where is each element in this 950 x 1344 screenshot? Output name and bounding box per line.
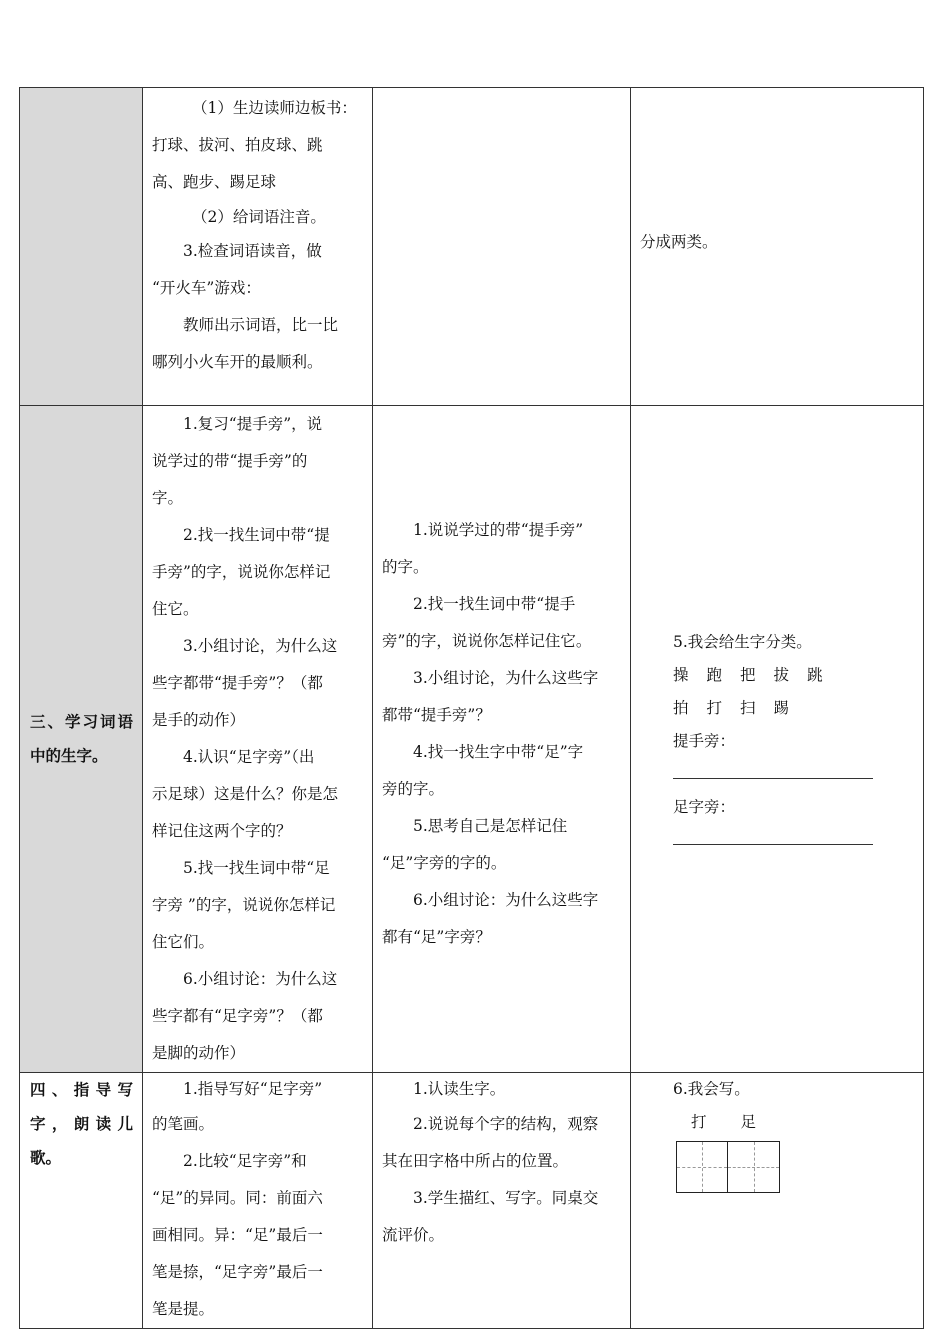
teacher-line: 些字都带“提手旁”？（都 (152, 674, 323, 692)
teacher-line: 笔是提。 (152, 1300, 215, 1318)
practice-cell (631, 406, 924, 1073)
practice-cell (631, 1073, 924, 1329)
teacher-line: （1）生边读师边板书： (192, 99, 357, 117)
teacher-line: 的笔画。 (152, 1115, 215, 1133)
teacher-line: 3.小组讨论，为什么这 (183, 637, 338, 655)
char: 拔 (773, 666, 790, 684)
practice-cell (631, 88, 924, 406)
lesson-plan-table (19, 87, 924, 1329)
teacher-line: 教师出示词语，比一比 (183, 316, 339, 334)
teacher-line: 笔是捺，“足字旁”最后一 (152, 1263, 323, 1281)
table-row (20, 1073, 924, 1329)
teacher-line: 打球、拔河、拍皮球、跳 (152, 136, 323, 154)
char: 扫 (740, 699, 756, 717)
char: 打 (706, 699, 723, 717)
char-row (673, 659, 923, 692)
answer-label: 足字旁： (673, 798, 736, 816)
teacher-line: 2.比较“足字旁”和 (183, 1152, 307, 1170)
teacher-line: 字。 (152, 489, 184, 507)
student-line: 旁的字。 (382, 780, 445, 798)
stage-title: 四、指导写字，朗读儿歌。 (30, 1081, 133, 1167)
teacher-line: 4.认识“足字旁”（出 (183, 748, 315, 766)
student-line: 流评价。 (382, 1226, 445, 1244)
teacher-line: 6.小组讨论：为什么这 (183, 970, 338, 988)
stage-title: 三、学习词语中的生字。 (30, 713, 133, 765)
teacher-activity-cell (143, 406, 373, 1073)
tianzige-box[interactable] (676, 1141, 728, 1193)
teacher-line: 些字都有“足字旁”？（都 (152, 1007, 323, 1025)
answer-blank[interactable] (673, 764, 873, 779)
teacher-line: 高、跑步、踢足球 (152, 173, 277, 191)
char: 操 (673, 666, 689, 684)
teacher-line: 说学过的带“提手旁”的 (152, 452, 308, 470)
teacher-line: 画相同。异：“足”最后一 (152, 1226, 323, 1244)
student-line: 都带“提手旁”？ (382, 706, 491, 724)
student-line: 旁”的字，说说你怎样记住它。 (382, 632, 592, 650)
char: 打 (691, 1113, 707, 1131)
teacher-line: 样记住这两个字的？ (152, 822, 292, 840)
student-line: 都有“足”字旁？ (382, 928, 491, 946)
student-activity-cell (373, 88, 631, 406)
teacher-line: 哪列小火车开的最顺利。 (152, 353, 323, 371)
student-line: 1.说说学过的带“提手旁” (413, 521, 584, 539)
teacher-line: “开火车”游戏： (152, 279, 261, 297)
teacher-line: 是脚的动作） (152, 1044, 246, 1062)
student-line: 5.思考自己是怎样记住 (413, 817, 568, 835)
student-line: 6.小组讨论：为什么这些字 (413, 891, 599, 909)
student-line: “足”字旁的字的。 (382, 854, 507, 872)
student-line: 2.找一找生词中带“提手 (413, 595, 576, 613)
student-line: 2.说说每个字的结构，观察 (413, 1115, 599, 1133)
char: 踢 (773, 699, 790, 717)
teacher-line: 字旁 ”的字，说说你怎样记 (152, 896, 336, 914)
stage-cell (20, 1073, 143, 1329)
answer-blank[interactable] (673, 830, 873, 845)
student-line: 4.找一找生字中带“足”字 (413, 743, 584, 761)
student-line: 其在田字格中所占的位置。 (382, 1152, 569, 1170)
char-row (673, 692, 923, 725)
answer-line (673, 791, 923, 857)
teacher-line: 1.复习“提手旁”，说 (183, 415, 323, 433)
teacher-line: 1.指导写好“足字旁” (183, 1080, 323, 1098)
stage-cell (20, 88, 143, 406)
teacher-line: 是手的动作） (152, 711, 246, 729)
answer-line (673, 725, 923, 791)
teacher-line: （2）给词语注音。 (192, 208, 326, 226)
char: 足 (740, 1113, 757, 1131)
teacher-line: 5.找一找生词中带“足 (183, 859, 330, 877)
student-line: 1.认读生字。 (413, 1080, 506, 1098)
teacher-line: 住它。 (152, 600, 199, 618)
student-activity-cell (373, 406, 631, 1073)
teacher-line: 示足球）这是什么？你是怎 (152, 785, 339, 803)
char: 拍 (673, 699, 689, 717)
table-row (20, 406, 924, 1073)
char-row (673, 1106, 923, 1139)
student-line: 3.学生描红、写字。同桌交 (413, 1189, 599, 1207)
char: 把 (740, 666, 756, 684)
teacher-line: 2.找一找生词中带“提 (183, 526, 330, 544)
char: 跳 (807, 666, 823, 684)
teacher-line: 3.检查词语读音，做 (183, 242, 322, 260)
teacher-line: 住它们。 (152, 933, 215, 951)
practice-line: 分成两类。 (640, 233, 718, 251)
writing-grid[interactable] (676, 1141, 923, 1193)
student-activity-cell (373, 1073, 631, 1329)
teacher-line: “足”的异同。同：前面六 (152, 1189, 323, 1207)
teacher-activity-cell (143, 88, 373, 406)
char: 跑 (706, 666, 723, 684)
student-line: 的字。 (382, 558, 429, 576)
tianzige-box[interactable] (728, 1141, 780, 1193)
practice-title: 5.我会给生字分类。 (673, 633, 812, 651)
table-row (20, 88, 924, 406)
teacher-line: 手旁”的字，说说你怎样记 (152, 563, 331, 581)
student-line: 3.小组讨论，为什么这些字 (413, 669, 599, 687)
practice-title: 6.我会写。 (673, 1080, 750, 1098)
stage-cell (20, 406, 143, 1073)
answer-label: 提手旁： (673, 732, 736, 750)
teacher-activity-cell (143, 1073, 373, 1329)
